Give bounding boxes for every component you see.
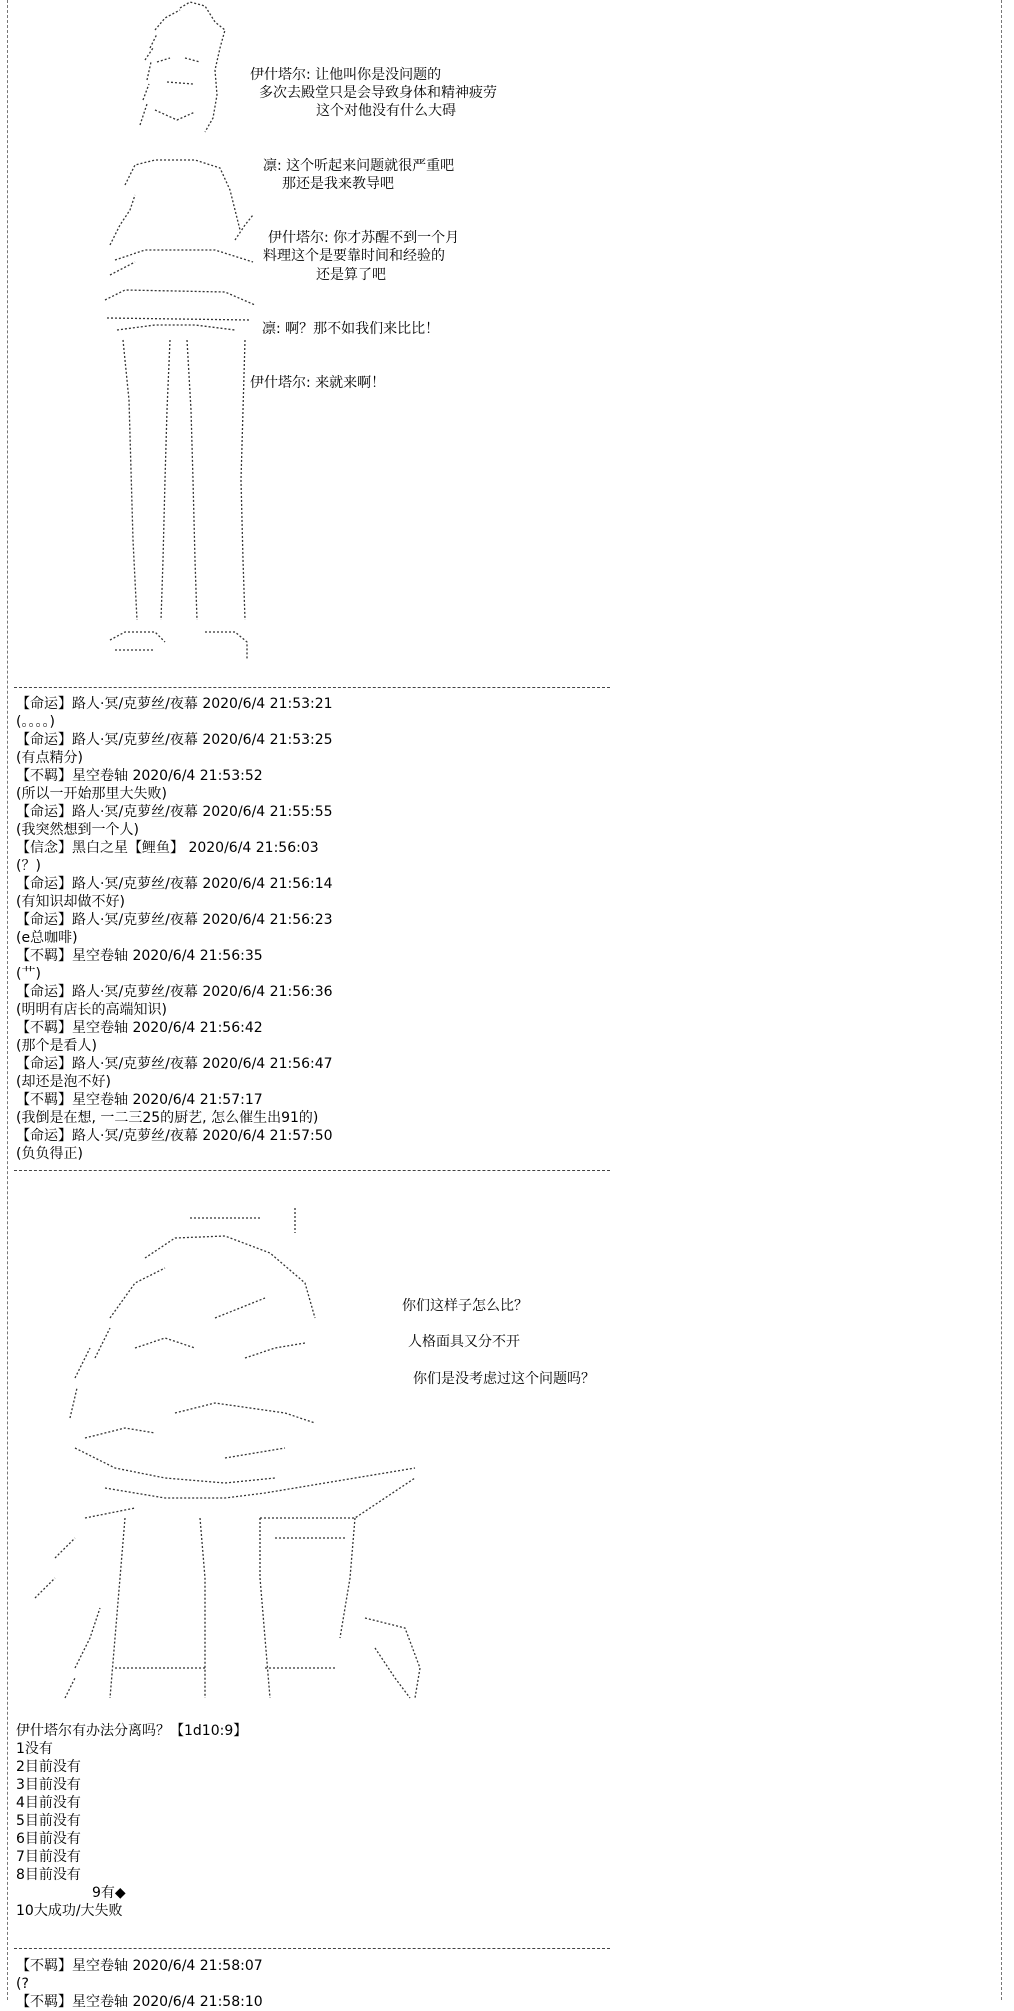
dialogue-line: 伊什塔尔: 来就来啊！ bbox=[250, 375, 386, 391]
dice-result: 9有◆ bbox=[92, 1885, 126, 1901]
section-divider bbox=[14, 1948, 610, 1949]
dice-crit-option: 10大成功/大失败 bbox=[16, 1903, 123, 1919]
log-line: (我突然想到一个人) bbox=[16, 822, 139, 838]
log-line: 【命运】路人·冥/克萝丝/夜幕 2020/6/4 21:53:21 bbox=[16, 696, 333, 712]
log-line: 【命运】路人·冥/克萝丝/夜幕 2020/6/4 21:53:25 bbox=[16, 732, 333, 748]
dialogue-line: 你们是没考虑过这个问题吗？ bbox=[413, 1371, 595, 1387]
log-line: (那个是看人) bbox=[16, 1038, 97, 1054]
dialogue-line: 凛: 啊？那不如我们来比比！ bbox=[262, 321, 440, 337]
log-line: (所以一开始那里大失败) bbox=[16, 786, 167, 802]
ascii-art-figure-seated bbox=[15, 1198, 435, 1713]
dialogue-line: 你们这样子怎么比？ bbox=[402, 1298, 528, 1314]
dialogue-line: 伊什塔尔: 你才苏醒不到一个月 bbox=[268, 230, 460, 246]
dialogue-line: 这个对他没有什么大碍 bbox=[316, 103, 456, 119]
ascii-art-figure-standing bbox=[95, 0, 260, 670]
dice-option: 3目前没有 bbox=[16, 1777, 81, 1793]
log-line: (。。。。) bbox=[16, 714, 55, 730]
log-line: 【不羁】星空卷轴 2020/6/4 21:58:07 bbox=[16, 1958, 263, 1974]
chat-log-tail bbox=[16, 1957, 263, 2011]
dialogue-line: 多次去殿堂只是会导致身体和精神疲劳 bbox=[259, 85, 497, 101]
dice-option: 2目前没有 bbox=[16, 1759, 81, 1775]
log-line: (负负得正) bbox=[16, 1146, 83, 1162]
dice-option: 5目前没有 bbox=[16, 1813, 81, 1829]
log-line: 【命运】路人·冥/克萝丝/夜幕 2020/6/4 21:55:55 bbox=[16, 804, 333, 820]
log-line: 【命运】路人·冥/克萝丝/夜幕 2020/6/4 21:57:50 bbox=[16, 1128, 333, 1144]
log-line: 【信念】黑白之星【鲤鱼】 2020/6/4 21:56:03 bbox=[16, 840, 319, 856]
log-line: 【不羁】星空卷轴 2020/6/4 21:57:17 bbox=[16, 1092, 263, 1108]
log-line: (明明有店长的高端知识) bbox=[16, 1002, 167, 1018]
log-line: (艹) bbox=[16, 966, 41, 982]
log-line: 【命运】路人·冥/克萝丝/夜幕 2020/6/4 21:56:47 bbox=[16, 1056, 333, 1072]
log-line: (e总咖啡) bbox=[16, 930, 78, 946]
log-line: (我倒是在想, 一二三25的厨艺, 怎么催生出91的) bbox=[16, 1110, 319, 1126]
chat-log bbox=[16, 695, 616, 1163]
log-line: 【不羁】星空卷轴 2020/6/4 21:53:52 bbox=[16, 768, 263, 784]
log-line: (? bbox=[16, 1976, 29, 1992]
log-line: (有知识却做不好) bbox=[16, 894, 125, 910]
dice-question: 伊什塔尔有办法分离吗？【1d10:9】 bbox=[16, 1723, 248, 1739]
dialogue-line: 凛: 这个听起来问题就很严重吧 bbox=[263, 158, 455, 174]
log-line: 【不羁】星空卷轴 2020/6/4 21:58:10 bbox=[16, 1994, 263, 2010]
section-divider bbox=[14, 1170, 610, 1171]
dice-roll-block bbox=[16, 1722, 247, 1920]
log-line: 【不羁】星空卷轴 2020/6/4 21:56:42 bbox=[16, 1020, 263, 1036]
dice-option: 8目前没有 bbox=[16, 1867, 81, 1883]
log-line: (却还是泡不好) bbox=[16, 1074, 111, 1090]
dialogue-line: 伊什塔尔: 让他叫你是没问题的 bbox=[250, 67, 442, 83]
dialogue-line: 料理这个是要靠时间和经验的 bbox=[263, 248, 445, 264]
dialogue-line: 人格面具又分不开 bbox=[408, 1334, 520, 1350]
log-line: 【命运】路人·冥/克萝丝/夜幕 2020/6/4 21:56:36 bbox=[16, 984, 333, 1000]
log-line: (有点精分) bbox=[16, 750, 83, 766]
section-divider bbox=[14, 687, 610, 688]
dialogue-line: 那还是我来教导吧 bbox=[282, 176, 394, 192]
dialogue-line: 还是算了吧 bbox=[316, 267, 386, 283]
log-line: 【命运】路人·冥/克萝丝/夜幕 2020/6/4 21:56:23 bbox=[16, 912, 333, 928]
log-line: 【不羁】星空卷轴 2020/6/4 21:56:35 bbox=[16, 948, 263, 964]
dice-option: 1没有 bbox=[16, 1741, 53, 1757]
right-frame-border bbox=[1001, 0, 1002, 2000]
log-line: (？) bbox=[16, 858, 41, 874]
log-line: 【命运】路人·冥/克萝丝/夜幕 2020/6/4 21:56:14 bbox=[16, 876, 333, 892]
left-frame-border bbox=[7, 0, 8, 2000]
dice-option: 6目前没有 bbox=[16, 1831, 81, 1847]
dice-option: 7目前没有 bbox=[16, 1849, 81, 1865]
dice-option: 4目前没有 bbox=[16, 1795, 81, 1811]
